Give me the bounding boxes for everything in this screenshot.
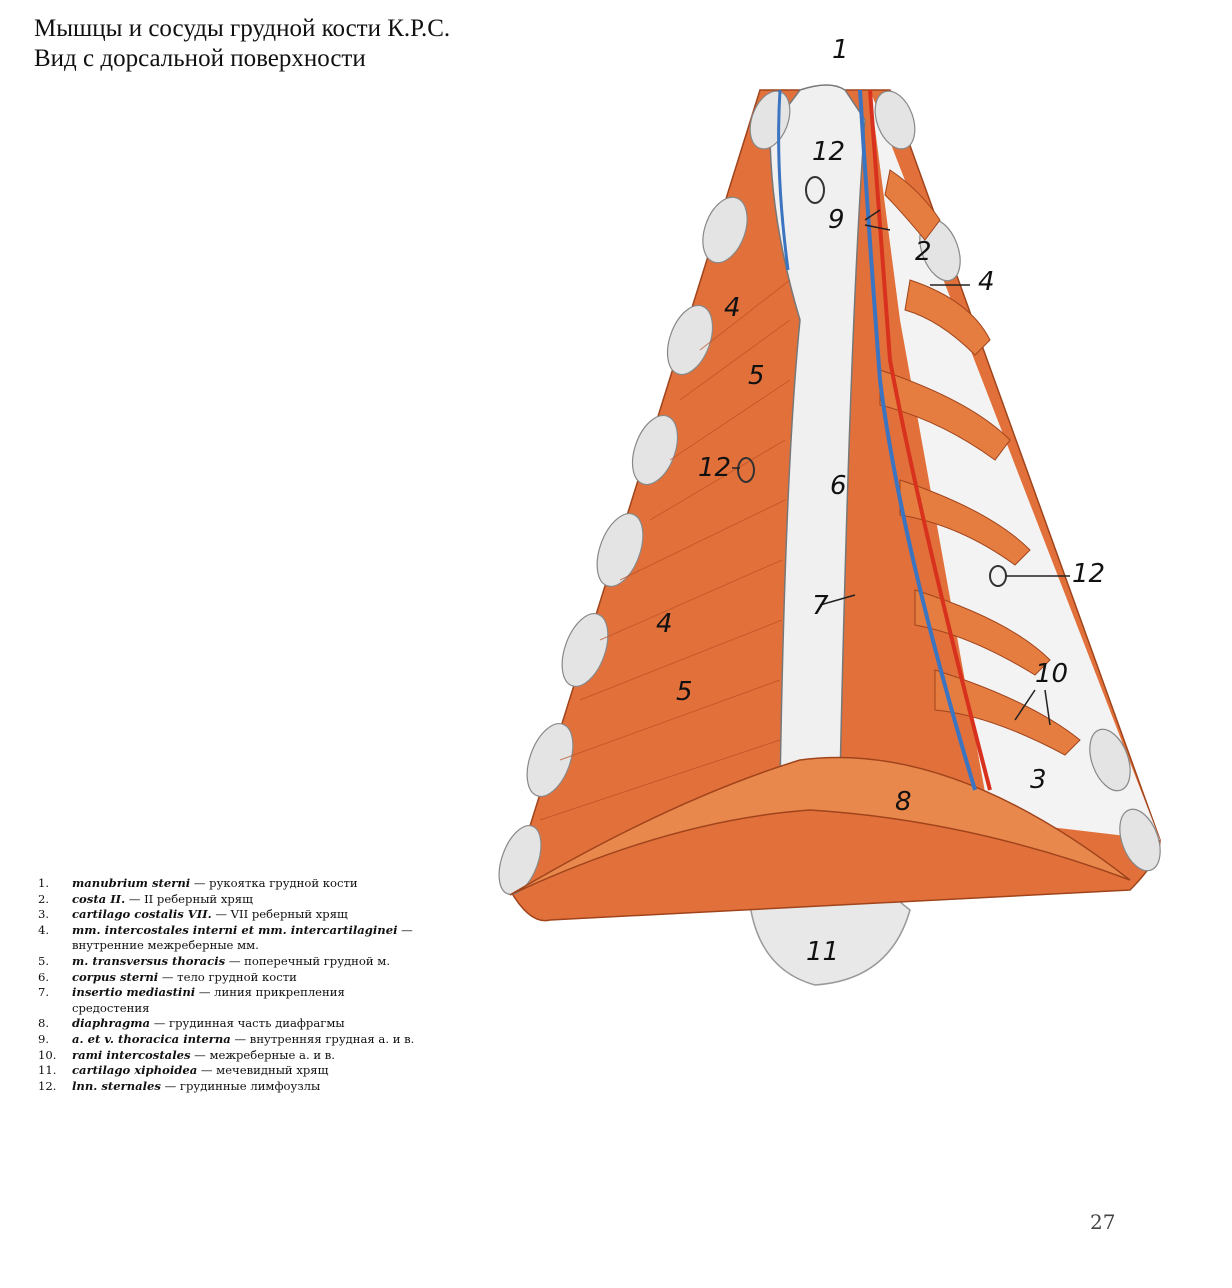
legend-item: 8. diaphragma — грудинная часть диафрагмы xyxy=(38,1016,345,1031)
sternum-drawing xyxy=(470,20,1210,1020)
label-1: 1 xyxy=(832,35,849,65)
label-11: 11 xyxy=(806,937,840,967)
legend-item: 10. rami intercostales — межреберные а. и в. xyxy=(38,1047,335,1062)
legend-item: 2. costa II. — II реберный хрящ xyxy=(38,891,253,906)
label-12-top: 12 xyxy=(812,137,846,167)
label-12-left: 12 xyxy=(698,453,732,483)
label-7: 7 xyxy=(812,591,829,621)
label-6: 6 xyxy=(830,471,847,501)
legend-item: 12. lnn. sternales — грудинные лимфоузлы xyxy=(38,1078,321,1093)
label-4-lower-left: 4 xyxy=(656,609,673,639)
legend-item: 5. m. transversus thoracis — поперечный грудной м. xyxy=(38,953,391,968)
legend-item: 1. manubrium sterni — рукоятка грудной кости xyxy=(38,876,358,890)
legend-item: 3. cartilago costalis VII. — VII реберный хрящ xyxy=(38,907,348,922)
label-10: 10 xyxy=(1035,659,1069,689)
legend-item: 4. mm. intercostales interni et mm. intercartilaginei — внутренние межреберные мм. xyxy=(38,922,413,953)
page-number: 27 xyxy=(1090,1210,1116,1234)
label-12-right: 12 xyxy=(1072,559,1106,589)
page-title xyxy=(34,14,450,74)
label-4-upper-left: 4 xyxy=(724,293,741,323)
legend-item: 11. cartilago xiphoidea — мечевидный хрящ xyxy=(38,1063,329,1078)
label-3: 3 xyxy=(1030,765,1047,795)
anatomy-illustration xyxy=(470,20,1210,1020)
label-2: 2 xyxy=(915,237,932,267)
label-8: 8 xyxy=(895,787,912,817)
label-5-lower: 5 xyxy=(676,677,693,707)
title-line-1: Мышцы и сосуды грудной кости К.Р.С. xyxy=(34,15,451,42)
legend-item: 9. a. et v. thoracica interna — внутренняя грудная а. и в. xyxy=(38,1031,415,1046)
legend xyxy=(38,876,418,1094)
label-4-right: 4 xyxy=(978,267,995,297)
label-5-upper: 5 xyxy=(748,361,765,391)
legend-item: 7. insertio mediastini — линия прикрепления средостения xyxy=(38,985,345,1015)
label-9: 9 xyxy=(828,205,845,235)
legend-item: 6. corpus sterni — тело грудной кости xyxy=(38,969,297,984)
title-line-2: Вид с дорсальной поверхности xyxy=(34,45,366,72)
